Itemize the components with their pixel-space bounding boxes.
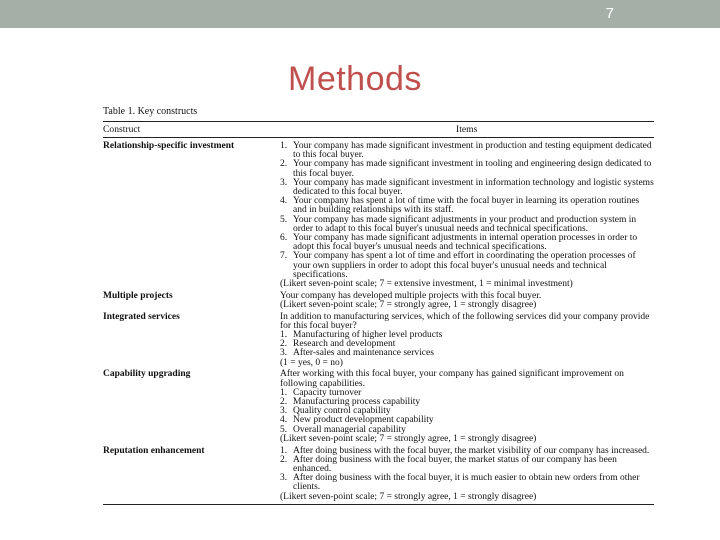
item-text: Your company has spent a lot of time and effort in coordinating the operation processes of your own suppliers in order to adopt this focal buyer's unusual needs and technical specifications. bbox=[293, 251, 636, 280]
list-item bbox=[280, 197, 654, 215]
construct-name: Reputation enhancement bbox=[103, 445, 205, 456]
construct-items bbox=[280, 447, 654, 502]
table-bottom-rule bbox=[103, 504, 654, 505]
item-number: 7. bbox=[280, 251, 288, 262]
list-item bbox=[280, 179, 654, 197]
table-header bbox=[103, 122, 654, 137]
item-intro: Your company has developed multiple projects with this focal buyer. bbox=[280, 290, 542, 301]
construct-items bbox=[280, 142, 654, 289]
list-item bbox=[280, 160, 654, 178]
item-number: 3. bbox=[280, 473, 288, 484]
list-item bbox=[280, 252, 654, 280]
item-text: After doing business with the focal buyer, the market visibility of our company has increased. bbox=[293, 445, 650, 456]
construct-name: Capability upgrading bbox=[103, 369, 191, 380]
table-row bbox=[103, 313, 654, 368]
item-number: 4. bbox=[280, 415, 288, 426]
list-item bbox=[280, 456, 654, 474]
list-item bbox=[280, 474, 654, 492]
item-intro: After working with this focal buyer, your company has gained significant improvement on following capabilities. bbox=[280, 369, 624, 389]
construct-items bbox=[280, 370, 654, 444]
item-number: 2. bbox=[280, 159, 288, 170]
construct-items bbox=[280, 292, 654, 310]
table-caption: Table 1. Key constructs bbox=[103, 106, 198, 117]
scale-note: (Likert seven-point scale; 7 = extensive investment, 1 = minimal investment) bbox=[280, 279, 573, 290]
item-number: 1. bbox=[280, 387, 288, 398]
item-number: 2. bbox=[280, 454, 288, 465]
item-text: Manufacturing process capability bbox=[293, 396, 421, 407]
item-text: Manufacturing of higher level products bbox=[293, 330, 443, 341]
item-text: Your company has spent a lot of time with the focal buyer in learning its operation routines and in building relationships with its staff. bbox=[293, 196, 640, 216]
item-number: 6. bbox=[280, 233, 288, 244]
scale-note: (1 = yes, 0 = no) bbox=[280, 357, 343, 368]
item-number: 3. bbox=[280, 348, 288, 359]
item-text: Quality control capability bbox=[293, 406, 391, 417]
item-number: 5. bbox=[280, 424, 288, 435]
item-text: After doing business with the focal buyer, it is much easier to obtain new orders from other clients. bbox=[293, 473, 640, 493]
scale-note: (Likert seven-point scale; 7 = strongly agree, 1 = strongly disagree) bbox=[280, 491, 537, 502]
item-text: After doing business with the focal buyer, the market status of our company has been enhanced. bbox=[293, 454, 617, 474]
item-text: After-sales and maintenance services bbox=[293, 348, 434, 359]
scale-note: (Likert seven-point scale; 7 = strongly agree, 1 = strongly disagree) bbox=[280, 433, 537, 444]
item-number: 3. bbox=[280, 177, 288, 188]
header-bar bbox=[0, 0, 720, 28]
item-text: New product development capability bbox=[293, 415, 434, 426]
item-number: 3. bbox=[280, 406, 288, 417]
item-number: 5. bbox=[280, 214, 288, 225]
item-text: Your company has made significant adjustments in internal operation processes in order to adopt this focal buyer's unusual needs and technical specifications. bbox=[293, 233, 638, 253]
construct-items bbox=[280, 313, 654, 368]
item-text: Your company has made significant investment in production and testing equipment dedicated to this focal buyer. bbox=[293, 141, 652, 161]
list-item bbox=[280, 234, 654, 252]
item-text: Your company has made significant investment in information technology and logistic systems dedicated to this focal buyer. bbox=[293, 177, 654, 198]
table-body bbox=[103, 142, 654, 502]
item-text: Research and development bbox=[293, 339, 396, 350]
list-item bbox=[280, 142, 654, 160]
page-number: 7 bbox=[605, 5, 614, 22]
item-intro: In addition to manufacturing services, which of the following services did your company provide for this focal buyer? bbox=[280, 311, 650, 331]
item-number: 1. bbox=[280, 141, 288, 151]
header-construct: Construct bbox=[103, 124, 141, 135]
list-item bbox=[280, 216, 654, 234]
table-row bbox=[103, 292, 654, 310]
table-row bbox=[103, 447, 654, 502]
construct-name: Multiple projects bbox=[103, 290, 173, 301]
item-number: 2. bbox=[280, 339, 288, 350]
table-row bbox=[103, 370, 654, 444]
header-items: Items bbox=[456, 124, 478, 135]
item-number: 4. bbox=[280, 196, 288, 207]
item-number: 2. bbox=[280, 396, 288, 407]
construct-name: Integrated services bbox=[103, 311, 180, 322]
item-text: Capacity turnover bbox=[293, 387, 362, 398]
key-constructs-table bbox=[103, 121, 654, 505]
slide-title: Methods bbox=[288, 60, 422, 98]
item-text: Your company has made significant adjustments in your product and production system in order to adapt to this focal buyer's unusual needs and technical specifications. bbox=[293, 214, 637, 234]
construct-name: Relationship-specific investment bbox=[103, 141, 235, 151]
item-text: Overall managerial capability bbox=[293, 424, 406, 435]
scale-note: (Likert seven-point scale; 7 = strongly agree, 1 = strongly disagree) bbox=[280, 299, 537, 310]
table-row bbox=[103, 142, 654, 289]
item-text: Your company has made significant investment in tooling and engineering design dedicated to this focal buyer. bbox=[293, 159, 652, 179]
item-number: 1. bbox=[280, 445, 288, 456]
item-number: 1. bbox=[280, 330, 288, 341]
